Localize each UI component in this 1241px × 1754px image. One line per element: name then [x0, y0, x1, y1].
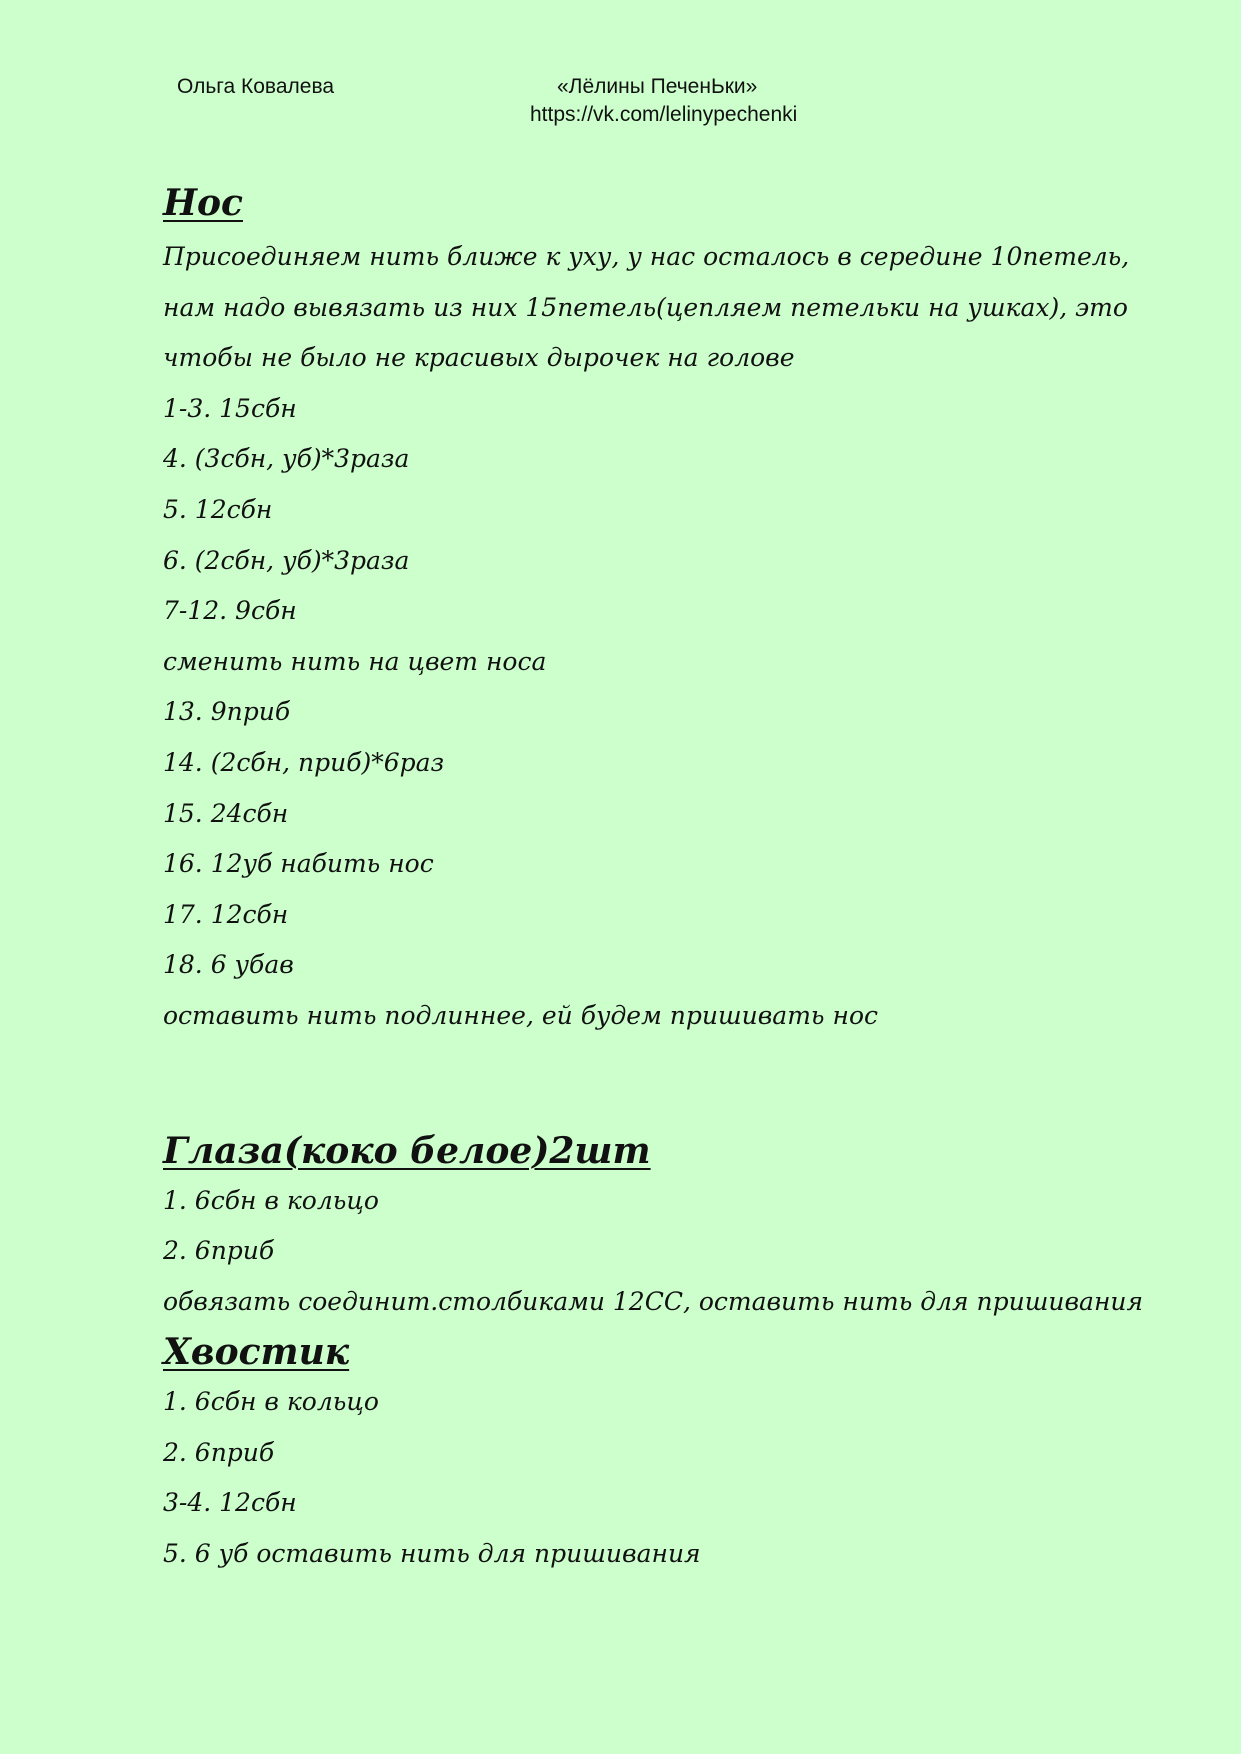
nose-intro: Присоединяем нить ближе к уху, у нас осталось в середине 10петель, нам надо вывязать из них 15петель(цепляем петельки на ушках), это чтобы не было не красивых дырочек на голове [163, 242, 1130, 373]
pattern-row: 5. 12сбн [163, 494, 273, 524]
section-tail [163, 1327, 1143, 1579]
nose-rows [163, 384, 1143, 1042]
pattern-row: 13. 9приб [163, 697, 291, 727]
page-header [0, 0, 1241, 140]
author-name: Ольга Ковалева [177, 75, 335, 98]
pattern-row: 6. (2сбн, уб)*3раза [163, 545, 410, 575]
pattern-row: 18. 6 убав [163, 950, 294, 980]
pattern-content [163, 178, 1143, 1580]
section-title-tail: Хвостик [163, 1331, 350, 1374]
eyes-rows [163, 1176, 1143, 1328]
brand-name: «Лёлины ПеченЬки» [557, 75, 758, 98]
pattern-row: оставить нить подлиннее, ей будем пришивать нос [163, 1000, 878, 1030]
pattern-row: 2. 6приб [163, 1437, 275, 1467]
pattern-row: обвязать соединит.столбиками 12СС, оставить нить для пришивания [163, 1286, 1144, 1316]
section-title-eyes: Глаза(коко белое)2шт [163, 1129, 651, 1172]
pattern-row: 15. 24сбн [163, 798, 289, 828]
pattern-row: сменить нить на цвет носа [163, 646, 547, 676]
pattern-row: 7-12. 9сбн [163, 596, 297, 626]
brand-url: https://vk.com/lelinypechenki [530, 103, 798, 126]
pattern-row: 14. (2сбн, приб)*6раз [163, 747, 445, 777]
pattern-row: 5. 6 уб оставить нить для пришивания [163, 1539, 701, 1569]
pattern-row: 17. 12сбн [163, 899, 289, 929]
pattern-row: 1. 6сбн в кольцо [163, 1387, 379, 1417]
pattern-row: 2. 6приб [163, 1236, 275, 1266]
section-spacer [163, 1042, 1143, 1126]
section-title-nose: Нос [163, 182, 243, 224]
section-eyes [163, 1126, 1143, 1328]
section-nose [163, 178, 1143, 1042]
pattern-row: 16. 12уб набить нос [163, 849, 434, 879]
tail-rows [163, 1377, 1143, 1579]
pattern-row: 1-3. 15сбн [163, 393, 297, 423]
pattern-row: 1. 6сбн в кольцо [163, 1185, 379, 1215]
pattern-row: 3-4. 12сбн [163, 1488, 297, 1518]
pattern-row: 4. (3сбн, уб)*3раза [163, 444, 410, 474]
